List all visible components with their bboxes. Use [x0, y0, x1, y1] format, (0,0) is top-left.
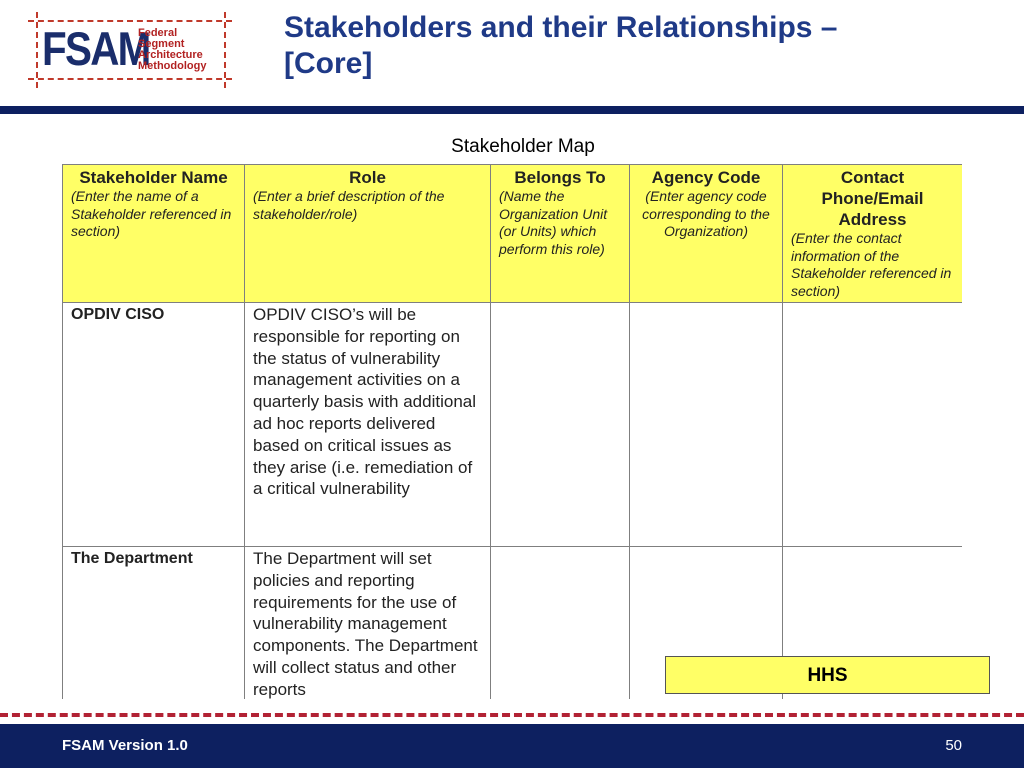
fsam-logo [28, 12, 238, 88]
cell-belongs-to [491, 547, 630, 700]
slide-title-line2: [Core] [284, 47, 373, 80]
cell-belongs-to [491, 303, 630, 547]
header-belongs-to [491, 165, 630, 303]
logo-border-left [36, 12, 38, 88]
logo-subtitle-line: Methodology [138, 60, 207, 72]
cell-role: OPDIV CISO’s will be responsible for reporting on the status of vulnerability management activities on a quarterly basis with additional ad hoc reports delivered based on critical issues as they arise (i.e. remediation of a critical vulnerability [245, 303, 491, 547]
header-stakeholder-name [63, 165, 245, 303]
cell-contact [783, 303, 963, 547]
cell-stakeholder-name: The Department [63, 547, 245, 700]
stakeholder-map-table-wrap [62, 164, 962, 699]
header-hint: (Enter the name of a Stakeholder referenced in section) [71, 188, 232, 239]
header-title: Stakeholder Name [79, 168, 228, 187]
footer-bar [0, 724, 1024, 768]
cell-stakeholder-name: OPDIV CISO [63, 303, 245, 547]
logo-border-right [224, 12, 226, 88]
slide-title-line1: Stakeholders and their Relationships – [284, 11, 838, 44]
footer-version: FSAM Version 1.0 [62, 737, 188, 754]
stakeholder-map-table [62, 164, 962, 699]
header-role [245, 165, 491, 303]
logo-subtitle-line: Federal [138, 27, 178, 39]
header-title: Belongs To [514, 168, 606, 187]
cell-agency-code [630, 303, 783, 547]
cell-role: The Department will set policies and reporting requirements for the use of vulnerability management components. The Department will collect status and other reports [245, 547, 491, 700]
logo-subtitle [138, 28, 206, 72]
header-rule [0, 106, 1024, 114]
slide-title [284, 10, 1004, 82]
header-agency-code [630, 165, 783, 303]
table-caption: Stakeholder Map [451, 136, 595, 157]
header-title: Role [349, 168, 386, 187]
header-contact [783, 165, 963, 303]
footer-dashed-rule [0, 713, 1024, 717]
table-header-row [63, 165, 963, 303]
header-title: Agency Code [651, 168, 761, 187]
table-row [63, 303, 963, 547]
logo-subtitle-line: Segment [138, 38, 185, 50]
logo-border-bottom [28, 78, 232, 80]
header-hint: (Enter the contact information of the Stakeholder referenced in section) [791, 230, 952, 299]
logo-brand: FSAM [42, 22, 150, 75]
page-number: 50 [945, 737, 962, 754]
header-hint: (Enter agency code corresponding to the Organization) [642, 188, 770, 239]
agency-badge: HHS [665, 656, 990, 694]
header-hint: (Name the Organization Unit (or Units) which perform this role) [499, 188, 608, 257]
header-title: Contact Phone/Email Address [821, 168, 924, 229]
logo-subtitle-line: Architecture [138, 49, 203, 61]
header-hint: (Enter a brief description of the stakeholder/role) [253, 188, 445, 222]
